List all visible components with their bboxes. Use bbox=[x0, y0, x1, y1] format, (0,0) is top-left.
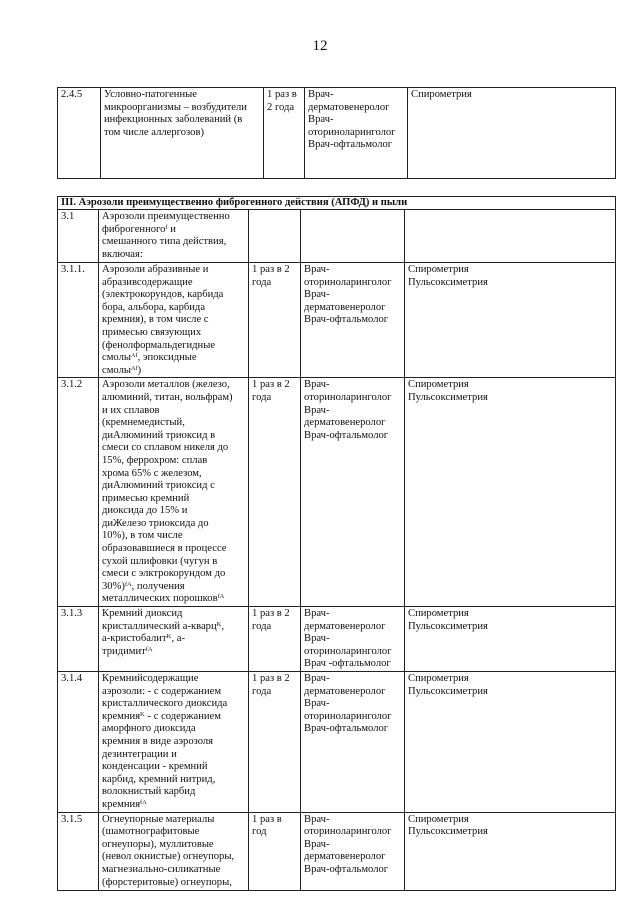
harmful-factor: Аэрозоли металлов (железо, алюминий, титан, вольфрам) и их сплавов (кремнемедистый, диАлюминий триоксид в смеси со сплавом никеля до 15%, феррохром: сплав хрома 65% с железом, диАлюминий триоксид с примесью кремний диоксида до 15% и диЖелезо триоксида до 10%), в том числе образовавшиеся в процессе сухой шлифовки (чугун в смеси с элктрокорундом до 30%)ᶠᴬ, получения металлических порошковᶠᴬ bbox=[99, 378, 249, 607]
table-row bbox=[58, 607, 616, 672]
harmful-factor: Аэрозоли преимущественно фиброгенногоᶠ и смешанного типа действия, включая: bbox=[99, 210, 249, 263]
harmful-factor: Огнеупорные материалы (шамотнографитовые огнеупоры), муллитовые (невол окнистые) огнеупоры, магнезиально-силикатные (форстеритовые) огнеупоры, bbox=[99, 812, 249, 890]
table-row bbox=[58, 88, 616, 179]
specialist-doctors: Врач- дерматовенеролог Врач- оториноларинголог Врач-офтальмолог bbox=[301, 672, 405, 813]
harmful-factor: Кремнийсодержащие аэрозоли: - с содержанием кристаллического диоксида кремнияᴷ - с содержанием аморфного диоксида кремния в виде аэрозоля дезинтеграции и конденсации - кремний карбид, кремний нитрид, волокнистый карбид кремнияᶠᴬ bbox=[99, 672, 249, 813]
section-title: III. Аэрозоли преимущественно фиброгенного действия (АПФД) и пыли bbox=[58, 197, 616, 210]
item-code: 2.4.5 bbox=[58, 88, 101, 179]
specialist-doctors: Врач- оториноларинголог Врач- дерматовенеролог Врач-офтальмолог bbox=[301, 812, 405, 890]
section-header-row bbox=[58, 197, 616, 210]
exam-periodicity: 1 раз в 2 года bbox=[249, 263, 301, 378]
additional-tests: Спирометрия Пульсоксиметрия bbox=[405, 812, 616, 890]
item-code: 3.1.2 bbox=[58, 378, 99, 607]
additional-tests bbox=[405, 210, 616, 263]
harmful-factor: Условно-патогенные микроорганизмы – возбудители инфекционных заболеваний (в том числе аллергозов) bbox=[101, 88, 264, 179]
main-table bbox=[57, 196, 616, 891]
additional-tests: Спирометрия Пульсоксиметрия bbox=[405, 672, 616, 813]
table-row bbox=[58, 210, 616, 263]
additional-tests: Спирометрия Пульсоксиметрия bbox=[405, 607, 616, 672]
exam-periodicity: 1 раз в 2 года bbox=[264, 88, 305, 179]
item-code: 3.1.5 bbox=[58, 812, 99, 890]
exam-periodicity: 1 раз в 2 года bbox=[249, 672, 301, 813]
specialist-doctors: Врач- оториноларинголог Врач- дерматовенеролог Врач-офтальмолог bbox=[301, 263, 405, 378]
exam-periodicity bbox=[249, 210, 301, 263]
harmful-factor: Аэрозоли абразивные и абразивсодержащие (электрокорундов, карбида бора, альбора, карбида кремния), в том числе с примесью связующих (фенолформальдегидные смолыᴬᶠ, эпоксидные смолыᴬᶠ) bbox=[99, 263, 249, 378]
exam-periodicity: 1 раз в 2 года bbox=[249, 378, 301, 607]
exam-periodicity: 1 раз в год bbox=[249, 812, 301, 890]
item-code: 3.1 bbox=[58, 210, 99, 263]
specialist-doctors bbox=[301, 210, 405, 263]
specialist-doctors: Врач- дерматовенеролог Врач- оториноларинголог Врач -офтальмолог bbox=[301, 607, 405, 672]
top-table bbox=[57, 87, 616, 179]
table-row bbox=[58, 263, 616, 378]
specialist-doctors: Врач- оториноларинголог Врач- дерматовенеролог Врач-офтальмолог bbox=[301, 378, 405, 607]
additional-tests: Спирометрия bbox=[408, 88, 616, 179]
table-row bbox=[58, 672, 616, 813]
harmful-factor: Кремний диоксид кристаллический а-кварцᴷ, а-кристобалитᴷ, а- тридимитᶠᴬ bbox=[99, 607, 249, 672]
exam-periodicity: 1 раз в 2 года bbox=[249, 607, 301, 672]
page-number: 12 bbox=[312, 38, 328, 54]
specialist-doctors: Врач- дерматовенеролог Врач- оториноларинголог Врач-офтальмолог bbox=[305, 88, 408, 179]
table-row bbox=[58, 378, 616, 607]
additional-tests: Спирометрия Пульсоксиметрия bbox=[405, 263, 616, 378]
item-code: 3.1.3 bbox=[58, 607, 99, 672]
item-code: 3.1.4 bbox=[58, 672, 99, 813]
table-row bbox=[58, 812, 616, 890]
item-code: 3.1.1. bbox=[58, 263, 99, 378]
additional-tests: Спирометрия Пульсоксиметрия bbox=[405, 378, 616, 607]
